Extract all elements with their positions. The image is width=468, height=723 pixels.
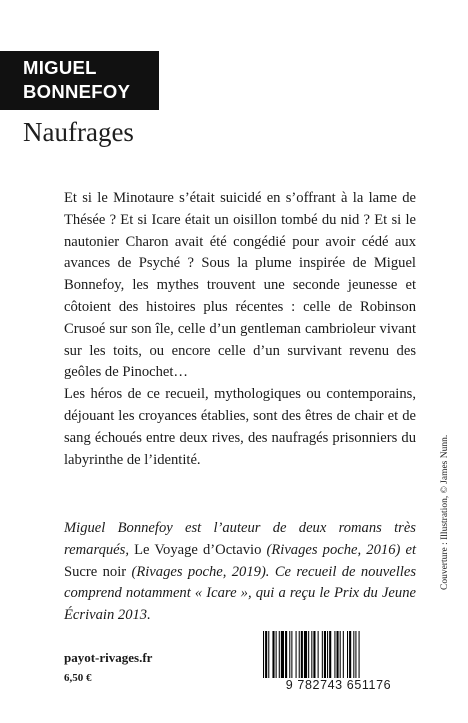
price-label: 6,50 € bbox=[64, 672, 92, 684]
book-title: Naufrages bbox=[23, 117, 134, 147]
cover-credit: Couverture : Illustration, © James Nunn. bbox=[440, 434, 450, 590]
barcode-bars bbox=[259, 631, 418, 683]
publisher-website: payot-rivages.fr bbox=[64, 650, 153, 665]
isbn-barcode bbox=[259, 631, 418, 694]
back-cover-blurb bbox=[64, 188, 416, 471]
bio-text-2: (Rivages poche, 2016) et bbox=[261, 541, 417, 558]
author-first-name: MIGUEL bbox=[23, 57, 97, 78]
bio-text-1: Miguel Bonnefoy est l’auteur de deux romans très remarqués, bbox=[64, 520, 416, 558]
author-last-name: BONNEFOY bbox=[23, 81, 131, 102]
bio-book-title-1: Le Voyage d’Octavio bbox=[134, 541, 262, 558]
blurb-paragraph-2: Les héros de ce recueil, mythologiques ou contemporains, déjouant les croyances établies, sont des êtres de chair et de sang échoués entre deux rives, des naufragés prisonniers du labyrinthe de l’identité. bbox=[64, 386, 416, 468]
bio-book-title-2: Sucre noir bbox=[64, 563, 127, 580]
author-bio bbox=[64, 518, 416, 627]
barcode-number: 9 782743 651176 bbox=[259, 678, 418, 693]
author-banner bbox=[0, 51, 159, 110]
blurb-paragraph-1: Et si le Minotaure s’était suicidé en s’offrant à la lame de Thésée ? Et si Icare était un oisillon tombé du nid ? Et si le nautonier Charon avait été congédié pour avoir cédé aux avances de Psyché ? Sous la plume inspirée de Miguel Bonnefoy, les mythes trouvent une seconde jeunesse et côtoient des histoires plus récentes : celle de Robinson Crusoé sur son île, celle d’un gentleman cambrioleur vivant sur les toits, ou encore celle d’un survivant revenu des geôles de Pinochet… bbox=[64, 190, 416, 381]
bio-text-3: (Rivages poche, 2019). Ce recueil de nouvelles comprend notamment « Icare », qui a reçu le Prix du Jeune Écrivain 2013. bbox=[64, 563, 416, 624]
